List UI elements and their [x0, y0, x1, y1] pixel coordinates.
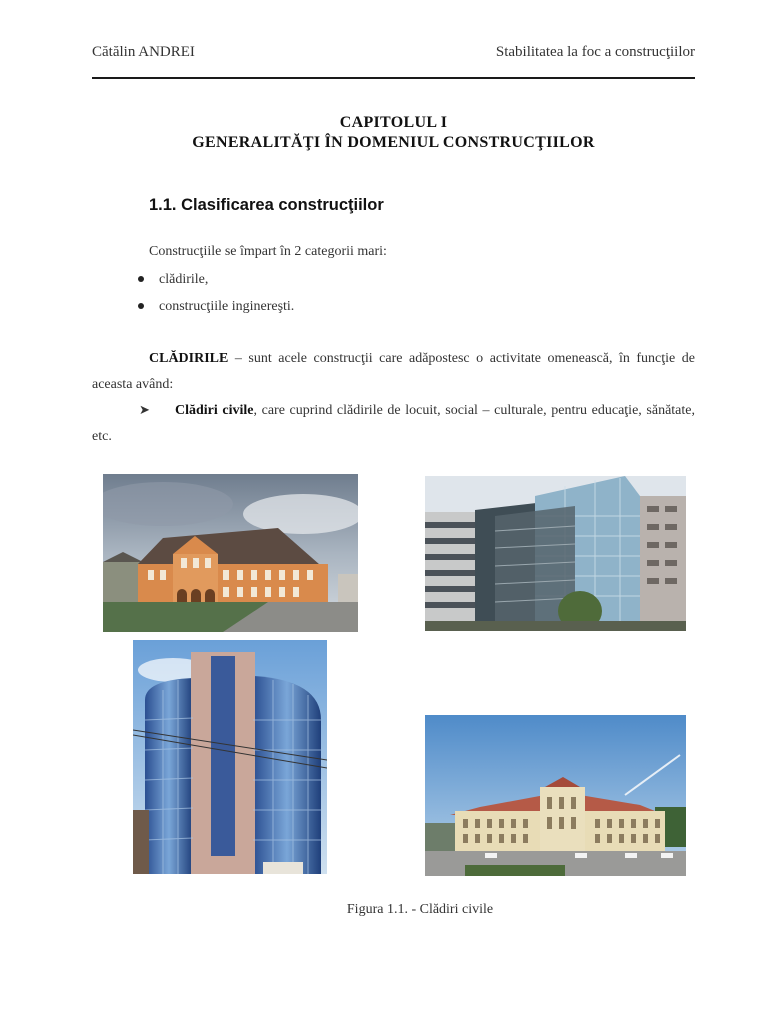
list-item — [138, 272, 208, 288]
civile-definition: , care cuprind clădirile de locuit, social – culturale, pentru educaţie, sănătate, etc. — [92, 403, 695, 444]
cladirile-paragraph — [92, 346, 695, 398]
list-item-text: clădirile, — [159, 272, 209, 287]
photo-orange-classical-building — [103, 474, 358, 632]
list-item-text: construcţiile inginereşti. — [159, 299, 295, 314]
header-author: Cătălin ANDREI — [92, 44, 195, 60]
header-rule — [92, 77, 695, 79]
cladirile-term: CLĂDIRILE — [149, 351, 229, 366]
civile-term: Clădiri civile — [175, 403, 254, 418]
chapter-title: GENERALITĂŢI ÎN DOMENIUL CONSTRUCŢIILOR — [192, 134, 595, 151]
figure-caption: Figura 1.1. - Clădiri civile — [346, 902, 494, 917]
chapter-number: CAPITOLUL I — [339, 114, 448, 131]
intro-paragraph: Construcţiile se împart în 2 categorii mari: — [149, 244, 387, 259]
photo-round-glass-tower — [133, 640, 327, 874]
civile-paragraph — [92, 397, 695, 450]
section-title: 1.1. Clasificarea construcţiilor — [149, 196, 384, 214]
cladirile-definition: – sunt acele construcţii care adăpostesc o activitate omenească, în funcţie de aceasta având: — [92, 351, 695, 392]
arrow-bullet-icon: ➤ — [139, 402, 150, 417]
header-title: Stabilitatea la foc a construcţiilor — [495, 44, 695, 60]
photo-neoclassical-palace — [425, 715, 686, 876]
bullet-icon — [138, 276, 144, 282]
photo-modern-glass-office — [425, 476, 686, 631]
list-item — [138, 299, 294, 315]
bullet-icon — [138, 303, 144, 309]
